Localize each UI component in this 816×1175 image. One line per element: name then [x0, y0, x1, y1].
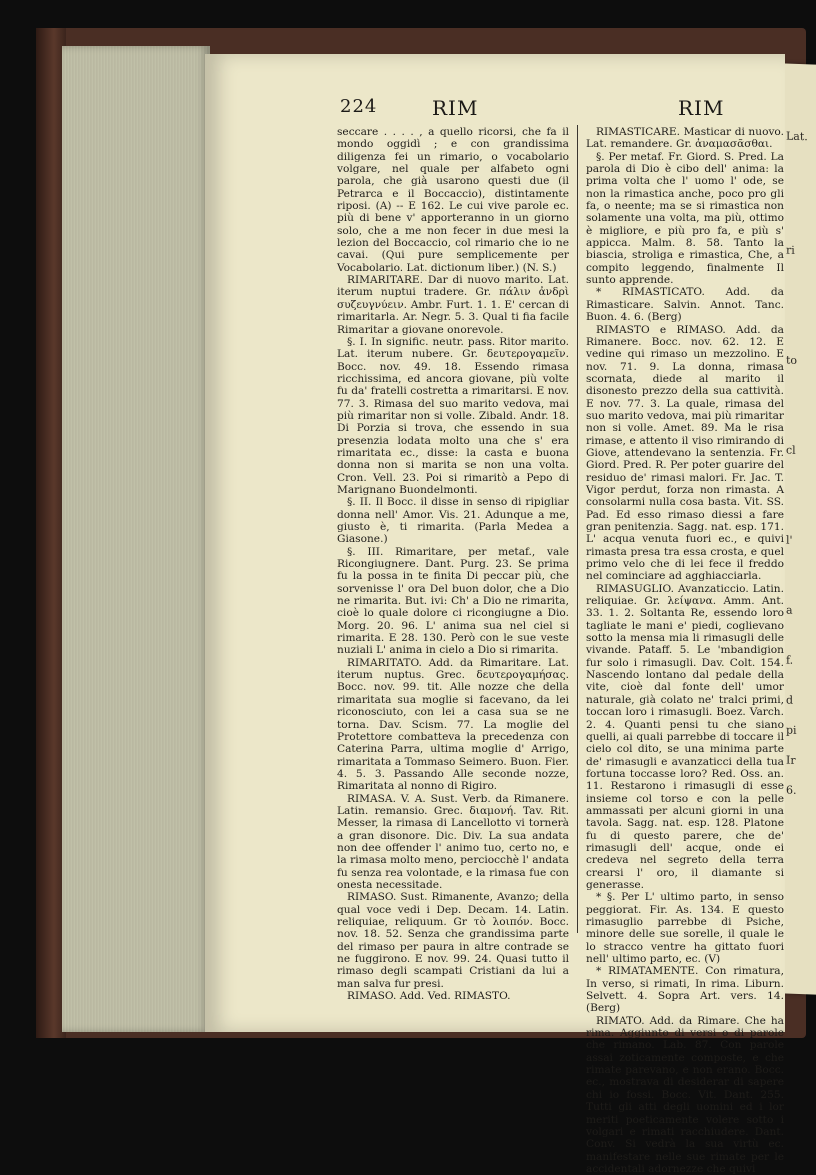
- entry-paragraph: RIMARITATO. Add. da Rimaritare. Lat. iterum nuptus. Grec. δευτερογαμήσας. Bocc. nov. 99. tit. Alle nozze che della rimaritata sua moglie si facevano, da lei riconosciuto, con lei a casa sua se ne torna. Dav. Scism. 77. La moglie del Protettore combatteva la precedenza con Caterina Parra, ultima moglie d' Arrigo, rimaritata a Tommaso Seimero. Buon. Fier. 4. 5. 3. Passando Alle seconde nozze, Rimaritata al nonno di Rigiro.: [337, 656, 569, 793]
- next-page-fragment: f.: [786, 653, 794, 667]
- entry-paragraph: RIMASO. Add. Ved. RIMASTO.: [347, 990, 511, 1003]
- next-page-edge: [782, 63, 816, 994]
- entry-paragraph: RIMARITARE. Dar di nuovo marito. Lat. iterum nuptui tradere. Gr. πάλιν ἀνδρὶ συζευγνύειν. Ambr. Furt. 1. 1. E' cercan di rimaritarla. Ar. Negr. 5. 3. Qual ti fia facile Rimaritar a giovane onorevole.: [337, 274, 569, 336]
- entry-paragraph: §. I. In signific. neutr. pass. Ritor marito. Lat. iterum nubere. Gr. δευτερογαμεῖν. Bocc. nov. 49. 18. Essendo rimasa ricchissima, ed ancora giovane, più volte fu da' fratelli costretta a rimaritarsi. E nov. 77. 3. Rimasa del suo marito vedova, mai più rimaritar non si volle. Zibald. Andr. 18. Di Porzia si trova, che essendo in sua presenzia lodata molto una che s' era rimaritata ec., disse: la casta e buona donna non si marita se non una volta. Cron. Vell. 23. Poi si rimaritò a Pepo di Marignano Buondelmonti.: [337, 335, 569, 496]
- next-page-fragment: d: [786, 693, 794, 707]
- running-head-right: RIM: [678, 96, 725, 120]
- next-page-fragment: l': [786, 533, 793, 547]
- running-head-left: RIM: [432, 96, 479, 120]
- column-rule: [577, 125, 578, 933]
- entry-paragraph: RIMASTO e RIMASO. Add. da Rimanere. Bocc. nov. 62. 12. E vedine qui rimaso un mezzolino. E nov. 71. 9. La donna, rimasa scornata, diede al marito il disonesto prezzo della sua cattività. E nov. 77. 3. La quale, rimasa del suo marito vedova, mai più rimaritar non si volle. Amet. 89. Ma le risa rimase, e attento il viso rimirando di Giove, attendevano la sentenzia. Fr. Giord. Pred. R. Per poter guarire del residuo de' rimasi malori. Fr. Jac. T. Vigor perdut, forza non rimasta. A consolarmi nulla cosa basta. Vit. SS. Pad. Ed esso rimaso diessi a fare gran penitenzia. Sagg. nat. esp. 171. L' acqua venuta fuori ec., e quivi rimasta presa tra essa crosta, e quel primo velo che di lei fece il freddo nel cominciare ad agghiacciarla.: [586, 323, 784, 583]
- entry-paragraph: * RIMATAMENTE. Con rimatura, In verso, si rimati, In rima. Liburn. Selvett. 4. Sopra Art. vers. 14. (Berg): [586, 965, 784, 1015]
- page-number: 224: [340, 96, 378, 117]
- entry-paragraph: * RIMASTICATO. Add. da Rimasticare. Salvin. Annot. Tanc. Buon. 4. 6. (Berg): [586, 286, 784, 324]
- entry-paragraph: RIMASUGLIO. Avanzaticcio. Latin. reliquiae. Gr. λείψανα. Amm. Ant. 33. 1. 2. Soltanta Re, essendo loro tagliate le mani e' piedi, coglievano sotto la mensa mia li rimasugli delle vivande. Pataff. 5. Le 'mbandigion fur solo i rimasugli. Dav. Colt. 154. Nascendo lontano dal pedale della vite, cioè dal fonte dell' umor naturale, già colato ne' tralci primi, toccan loro i rimasugli. Boez. Varch. 2. 4. Quanti pensi tu che siano quelli, ai quali parrebbe di toccare il cielo col dito, se una minima parte de' rimasugli e avanzaticci della tua fortuna toccasse loro? Red. Oss. an. 11. Restarono i rimasugli di esse insieme col torso e con la pelle ammassati per alcuni giorni in una tavola. Sagg. nat. esp. 128. Platone fu di questo parere, che de' rimasugli dell' acque, onde ei credeva nel segreto della terra crearsi l' oro, il diamante si generasse.: [586, 582, 784, 891]
- entry-paragraph: §. III. Rimaritare, per metaf., vale Ricongiugnere. Dant. Purg. 23. Se prima fu la possa in te finita Di peccar più, che sorvenisse l' ora Del buon dolor, che a Dio ne rimarita. But. ivi: Ch' a Dio ne rimarita, cioè lo quale dolore ci ricongiugne a Dio. Morg. 20. 96. L' anima sua nel ciel si rimarita. E 28. 130. Però con le sue veste nuziali L' anima in cielo a Dio si rimarita.: [337, 545, 569, 657]
- next-page-fragment: cl: [786, 443, 796, 457]
- entry-paragraph: RIMASTICARE. Masticar di nuovo. Lat. remandere. Gr. ἀναμασᾶσθαι.: [586, 126, 784, 151]
- next-page-fragment: Ir: [786, 753, 796, 767]
- entry-paragraph: seccare . . . . , a quello ricorsi, che fa il mondo oggidì ; e con grandissima diligenza fei un rimario, o vocabolario volgare, nel quale per alfabeto ogni parola, che già usarono questi due (il Petrarca e il Boccaccio), distintamente riposi. (A) -- E 162. Le cui vive parole ec. più di bene v' apporteranno in un giorno solo, che a me non fecer in due mesi la lezion del Boccaccio, col rimario che io ne cavai. (Qui pure semplicemente per Vocabolario. Lat. dictionum liber.) (N. S.): [337, 126, 569, 274]
- next-page-fragment: 6.: [786, 783, 797, 797]
- entry-paragraph: RIMATO. Add. da Rimare. Che ha rima. Aggiunto di versi o di parole che rimano. Lab. 87. Con parole assai zoticamente composte, e che rimate parevano, e non erano. Bocc. ec., mostrava di desiderar di sapere chi io fossi. Bocc. Vit. Dant. 255. Tutti gli atti degli uomini ed i lor meriti poeticamente volere sotto i volgari e rimati racchiudere. Dant. Conv. Si vedrà la sua virtù ec. manifestare nelle sue rimate per le accidentali adornezze che quivi: [586, 1014, 784, 1175]
- next-page-fragment: Lat.: [786, 129, 808, 144]
- right-column: [586, 126, 784, 1175]
- page-edges: [62, 46, 210, 1032]
- next-page-fragment: ri: [786, 243, 795, 257]
- entry-paragraph: §. Per metaf. Fr. Giord. S. Pred. La parola di Dio è cibo dell' anima: la prima volta che l' uomo l' ode, se non la rimastica anche, poco pro gli fa, o neente; ma se si rimastica non solamente una volta, ma più, ottimo è migliore, e più pro fa, e più s' appicca. Malm. 8. 58. Tanto la biascia, stroliga e rimastica, Che, a compito leggendo, finalmente Il sunto apprende.: [586, 150, 784, 287]
- next-page-fragment: pi: [786, 723, 797, 737]
- entry-paragraph: RIMASO. Sust. Rimanente, Avanzo; della qual voce vedi i Dep. Decam. 14. Latin. reliquiae, reliquum. Gr τὸ λοιπόν. Bocc. nov. 18. 52. Senza che grandissima parte del rimaso per paura in altre contrade se ne fuggirono. E nov. 99. 24. Quasi tutto il rimaso degli scampati Cristiani da lui a man salva fur presi.: [337, 891, 569, 990]
- entry-paragraph: RIMASA. V. A. Sust. Verb. da Rimanere. Latin. remansio. Grec. διαμονή. Tav. Rit. Messer, la rimasa di Lancellotto vi tornerà a gran disonore. Dic. Div. La sua andata non dee offender l' animo tuo, certo no, e la rimasa molto meno, perciocchè l' andata fu senza rea volontade, e la rimasa fue con onesta necessitade.: [337, 792, 569, 891]
- entry-paragraph: * §. Per L' ultimo parto, in senso peggiorat. Fir. As. 134. E questo rimasuglio parrebbe di Psiche, minore delle sue sorelle, il quale le lo stracco ventre ha gittato fuori nell' ultimo parto, ec. (V): [586, 891, 784, 966]
- next-page-fragment: a: [786, 603, 793, 617]
- left-column: [337, 126, 569, 1002]
- next-page-fragment: to: [786, 353, 798, 367]
- entry-paragraph: §. II. Il Bocc. il disse in senso di ripigliar donna nell' Amor. Vis. 21. Adunque a me, giusto è, ti rimarita. (Parla Medea a Giasone.): [337, 496, 569, 546]
